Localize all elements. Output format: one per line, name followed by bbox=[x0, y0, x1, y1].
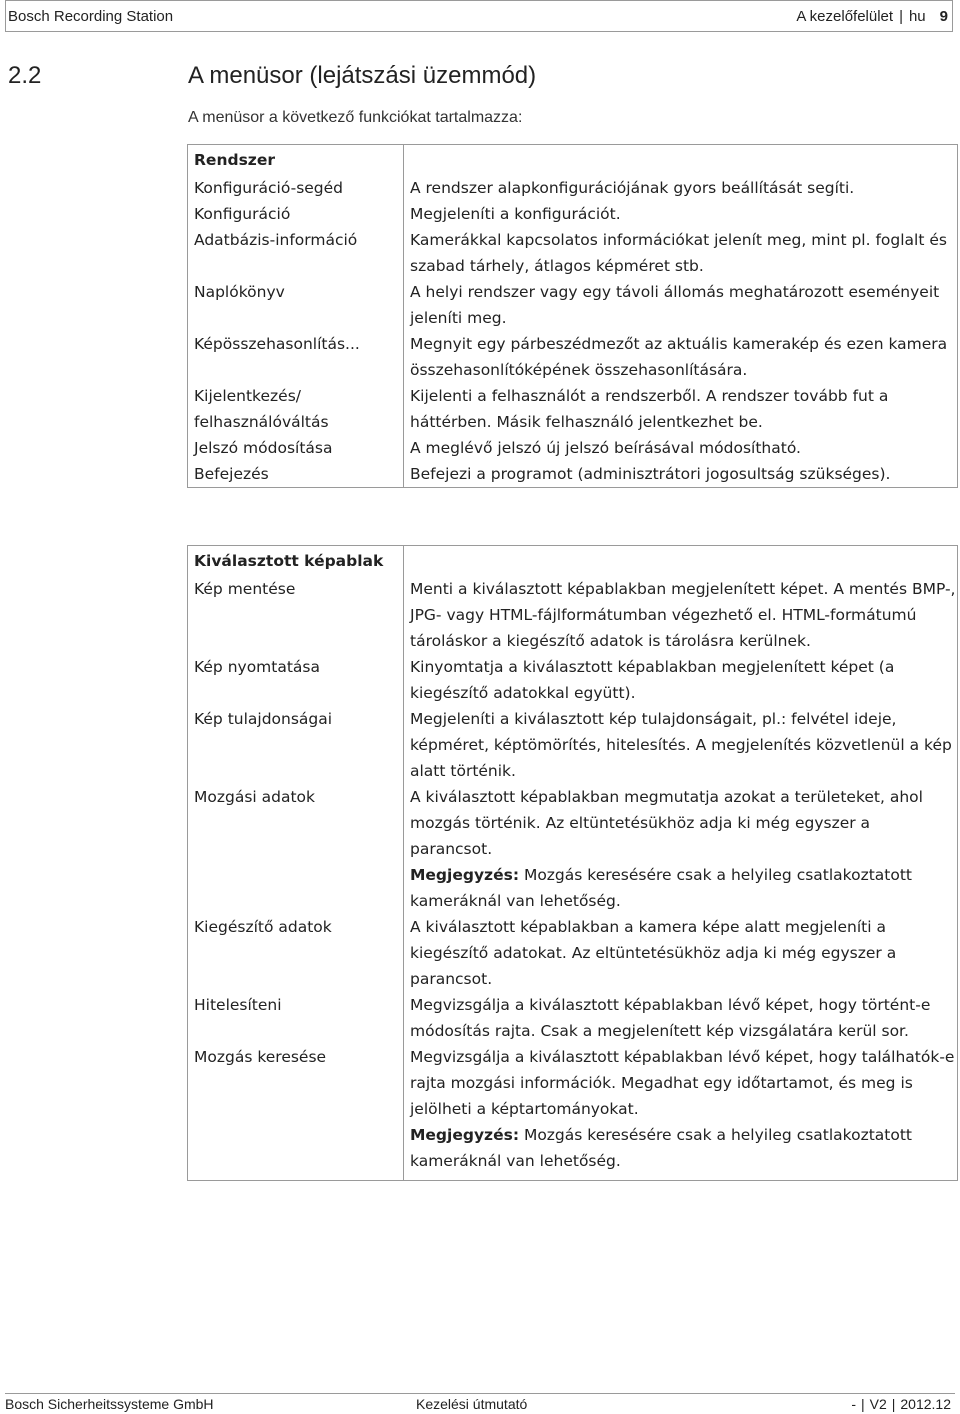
note-text: Mozgás keresésére csak a helyileg csatlakoztatott kameráknál van lehetőség. bbox=[410, 866, 913, 910]
menu-item-desc: Menti a kiválasztott képablakban megjelenített képet. A mentés BMP-, JPG- vagy HTML-fájlformátumban végezhető el. HTML-formátumú tároláskor a kiegészítő adatok is tárolásra kerülnek. bbox=[404, 576, 958, 654]
table-header-row bbox=[188, 145, 958, 176]
note-text: Mozgás keresésére csak a helyileg csatlakoztatott kameráknál van lehetőség. bbox=[410, 1126, 913, 1170]
page-footer bbox=[5, 1393, 955, 1414]
footer-company: Bosch Sicherheitssysteme GmbH bbox=[5, 1396, 214, 1412]
menu-item-name: Hitelesíteni bbox=[188, 992, 404, 1044]
header-separator: | bbox=[899, 7, 903, 25]
menu-item-name: Mozgási adatok bbox=[188, 784, 404, 914]
footer-doc: Kezelési útmutató bbox=[416, 1396, 528, 1412]
menu-item-desc: A rendszer alapkonfigurációjának gyors beállítását segíti. bbox=[404, 175, 958, 201]
note-label: Megjegyzés: bbox=[410, 866, 520, 884]
menu-item-desc bbox=[404, 784, 958, 914]
footer-date: 2012.12 bbox=[900, 1396, 951, 1412]
menu-item-name: Kép tulajdonságai bbox=[188, 706, 404, 784]
menu-item-desc: Kinyomtatja a kiválasztott képablakban megjelenített képet (a kiegészítő adatokkal együtt). bbox=[404, 654, 958, 706]
header-section: A kezelőfelület bbox=[796, 7, 894, 25]
table-row bbox=[188, 175, 958, 201]
menu-item-desc: Kijelenti a felhasználót a rendszerből. A rendszer tovább fut a háttérben. Másik felhasználó jelentkezhet be. bbox=[404, 383, 958, 435]
table-row bbox=[188, 784, 958, 914]
table-heading: Rendszer bbox=[188, 145, 404, 176]
selected-window-menu-table bbox=[187, 545, 958, 1181]
menu-item-desc: Megjeleníti a kiválasztott kép tulajdonságait, pl.: felvétel ideje, képméret, képtömörítés, hitelesítés. A megjelenítés közvetlenül a kép alatt történik. bbox=[404, 706, 958, 784]
page-header bbox=[5, 0, 953, 32]
header-lang: hu bbox=[908, 7, 926, 25]
table-row bbox=[188, 1044, 958, 1181]
footer-meta bbox=[851, 1396, 955, 1412]
section-intro: A menüsor a következő funkciókat tartalmazza: bbox=[188, 109, 523, 126]
menu-item-name: Adatbázis-információ bbox=[188, 227, 404, 279]
menu-item-name: Mozgás keresése bbox=[188, 1044, 404, 1181]
menu-item-name: Kiegészítő adatok bbox=[188, 914, 404, 992]
page-number: 9 bbox=[939, 7, 948, 25]
table-row bbox=[188, 914, 958, 992]
table-row bbox=[188, 201, 958, 227]
menu-item-desc: A kiválasztott képablakban a kamera képe alatt megjeleníti a kiegészítő adatokat. Az eltüntetésükhöz adja ki még egyszer a parancsot. bbox=[404, 914, 958, 992]
table-heading: Kiválasztott képablak bbox=[188, 546, 404, 577]
menu-item-desc bbox=[404, 1044, 958, 1181]
footer-dash: - bbox=[851, 1396, 856, 1412]
note-label: Megjegyzés: bbox=[410, 1126, 520, 1144]
section-number: 2.2 bbox=[8, 62, 42, 89]
menu-item-name: Konfiguráció bbox=[188, 201, 404, 227]
menu-item-name: Naplókönyv bbox=[188, 279, 404, 331]
header-product: Bosch Recording Station bbox=[8, 7, 174, 25]
table-row bbox=[188, 279, 958, 331]
table-row bbox=[188, 461, 958, 488]
system-menu-table bbox=[187, 144, 958, 488]
table-heading-empty bbox=[404, 546, 958, 577]
footer-separator: | bbox=[891, 1396, 896, 1412]
menu-item-desc: Megvizsgálja a kiválasztott képablakban lévő képet, hogy történt-e módosítás rajta. Csak a megjelenített kép vizsgálatára kerül sor. bbox=[404, 992, 958, 1044]
menu-item-desc-text: Megvizsgálja a kiválasztott képablakban lévő képet, hogy találhatók-e rajta mozgási információk. Megadhat egy időtartamot, és meg is jelölheti a képtartományokat. bbox=[410, 1048, 955, 1118]
menu-item-desc: Megnyit egy párbeszédmezőt az aktuális kamerakép és ezen kamera összehasonlítóképének összehasonlítására. bbox=[404, 331, 958, 383]
menu-item-note bbox=[410, 1122, 957, 1180]
table-row bbox=[188, 992, 958, 1044]
table-row bbox=[188, 654, 958, 706]
footer-separator: | bbox=[860, 1396, 865, 1412]
table-row bbox=[188, 435, 958, 461]
menu-item-desc-text: A kiválasztott képablakban megmutatja azokat a területeket, ahol mozgás történik. Az eltüntetésükhöz adja ki még egyszer a parancsot. bbox=[410, 788, 923, 858]
menu-item-name: Befejezés bbox=[188, 461, 404, 488]
section-title: A menüsor (lejátszási üzemmód) bbox=[188, 62, 537, 89]
header-right bbox=[796, 8, 952, 25]
menu-item-desc: A meglévő jelszó új jelszó beírásával módosítható. bbox=[404, 435, 958, 461]
table-row bbox=[188, 706, 958, 784]
menu-item-desc: A helyi rendszer vagy egy távoli állomás meghatározott eseményeit jeleníti meg. bbox=[404, 279, 958, 331]
table-heading-empty bbox=[404, 145, 958, 176]
menu-item-name: Kép mentése bbox=[188, 576, 404, 654]
table-row bbox=[188, 576, 958, 654]
table-row bbox=[188, 227, 958, 279]
table-row bbox=[188, 383, 958, 435]
menu-item-note bbox=[410, 862, 957, 914]
menu-item-name: Kijelentkezés/ felhasználóváltás bbox=[188, 383, 404, 435]
menu-item-desc: Megjeleníti a konfigurációt. bbox=[404, 201, 958, 227]
menu-item-desc: Kamerákkal kapcsolatos információkat jelenít meg, mint pl. foglalt és szabad tárhely, átlagos képméret stb. bbox=[404, 227, 958, 279]
menu-item-desc: Befejezi a programot (adminisztrátori jogosultság szükséges). bbox=[404, 461, 958, 488]
table-row bbox=[188, 331, 958, 383]
footer-version: V2 bbox=[869, 1396, 887, 1412]
menu-item-name: Képösszehasonlítás... bbox=[188, 331, 404, 383]
menu-item-name: Kép nyomtatása bbox=[188, 654, 404, 706]
menu-item-name: Konfiguráció-segéd bbox=[188, 175, 404, 201]
table-header-row bbox=[188, 546, 958, 577]
menu-item-name: Jelszó módosítása bbox=[188, 435, 404, 461]
